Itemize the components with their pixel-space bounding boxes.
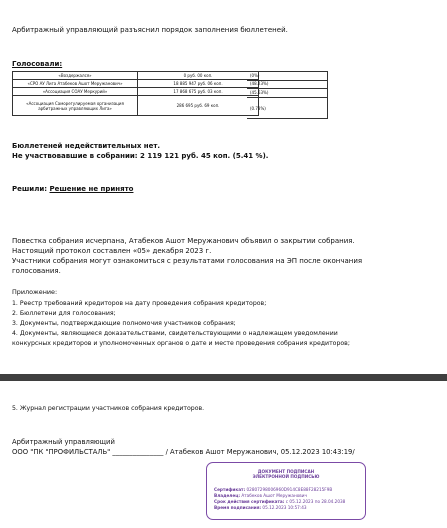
percent-cell (247, 89, 328, 98)
closing-line: Участники собрания могут ознакомиться с результатами голосования на ЭП после окончания (12, 257, 363, 265)
votes-heading: Голосовали: (12, 60, 63, 68)
vote-name: «Ассоциация СОАУ Меркурий» (13, 88, 138, 96)
vote-amount: 18 885 947 руб. 06 коп. (138, 80, 259, 88)
stamp-label: Сертификат: (214, 487, 246, 492)
table-row (13, 88, 259, 96)
vote-percent: (48.23%) (250, 81, 269, 86)
vote-name: «Ассоциация Саморегулируемая организация арбитражных управляющих Лига» (13, 96, 138, 116)
stamp-label: Владелец: (214, 493, 240, 498)
vote-amount: 286 695 руб. 69 коп. (138, 96, 259, 116)
appendix-item: 4. Документы, являющиеся доказательствами, свидетельствующими о надлежащем уведомлении (12, 330, 338, 337)
appendix-item: конкурсных кредиторов и уполномоченных органов о дате и месте проведения собрания кредиторов; (12, 340, 350, 347)
stamp-value: с 05.12.2023 по 28.04.2038 (285, 499, 346, 504)
electronic-signature-stamp (206, 462, 366, 520)
appendix-item: 2. Бюллетени для голосования; (12, 310, 116, 317)
vote-percent: (0%) (250, 73, 260, 78)
vote-percent: (0.73%) (250, 106, 266, 111)
not-participated: Не участвовавшие в собрании: 2 119 121 руб. 45 коп. (5.41 %). (12, 152, 269, 160)
stamp-time (214, 505, 307, 511)
stamp-value: 05.12.2023 10:57:43 (262, 505, 307, 510)
stamp-label: Время подписания: (214, 505, 262, 510)
stamp-value: 02807298006960D914C8E88F28215F9B (246, 487, 333, 492)
signature-line: ООО "ПК "ПРОФИЛЬСТАЛЬ" _______________ / Атабеков Ашот Меружанович, 05.12.2023 10:43:19/ (12, 448, 355, 456)
stamp-title-line: ДОКУМЕНТ ПОДПИСАН (257, 469, 315, 474)
vote-name: «Воздержался» (13, 72, 138, 80)
invalid-ballots: Бюллетеней недействительных нет. (12, 142, 161, 150)
votes-table (12, 71, 259, 116)
closing-line: Повестка собрания исчерпана, Атабеков Ашот Меружанович объявил о закрытии собрания. (12, 237, 355, 245)
table-row (13, 96, 259, 116)
closing-line: голосования. (12, 267, 61, 275)
table-row (13, 72, 259, 80)
appendix-item: 1. Реестр требований кредиторов на дату проведения собрания кредиторов; (12, 300, 267, 307)
stamp-label: Срок действия сертификата: (214, 499, 285, 504)
decision-label: Решили: (12, 185, 48, 193)
intro-text: Арбитражный управляющий разъяснил порядок заполнения бюллетеней. (12, 26, 288, 34)
stamp-value: Атабеков Ашот Меружанович (241, 493, 307, 498)
stamp-title (207, 469, 365, 479)
vote-amount: 0 руб. 00 коп. (138, 72, 259, 80)
table-row (13, 80, 259, 88)
vote-percent: (45.63%) (250, 90, 269, 95)
appendix-item: 3. Документы, подтверждающие полномочия участников собрания; (12, 320, 236, 327)
appendix-item: 5. Журнал регистрации участников собрания кредиторов. (12, 405, 205, 412)
decision (12, 185, 133, 194)
vote-amount: 17 868 675 руб. 03 коп. (138, 88, 259, 96)
percent-cell (247, 80, 328, 89)
percent-cell (247, 98, 328, 119)
closing-line: Настоящий протокол составлен «05» декабря 2023 г. (12, 247, 212, 255)
vote-name: «СРО АУ Лига Атабеков Ашот Меружанович» (13, 80, 138, 88)
stamp-title-line: ЭЛЕКТРОННОЙ ПОДПИСЬЮ (252, 474, 320, 479)
decision-value: Решение не принято (49, 185, 134, 193)
page-break-divider (0, 374, 447, 381)
signature-role: Арбитражный управляющий (12, 438, 115, 446)
appendix-heading: Приложение: (12, 288, 58, 296)
